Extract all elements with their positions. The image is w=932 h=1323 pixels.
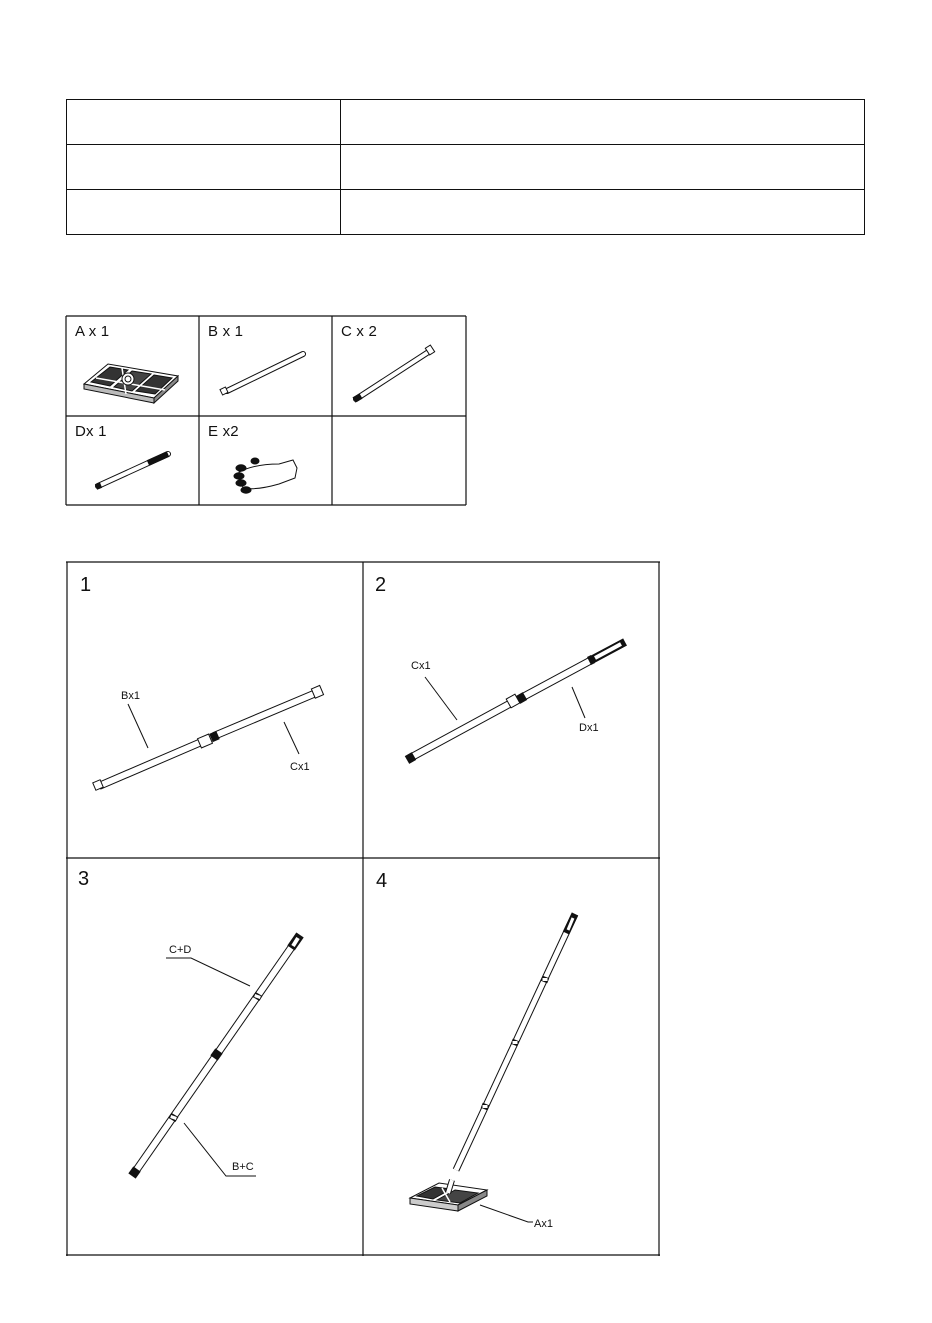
steps-grid — [66, 562, 660, 1256]
callout-label: C+D — [169, 944, 192, 956]
part-cell-b — [199, 316, 332, 416]
step-3-panel — [66, 858, 363, 1255]
spec-cell — [67, 100, 341, 145]
step-number: 3 — [78, 868, 90, 890]
part-label: E x2 — [208, 423, 239, 440]
callout-label: B+C — [232, 1161, 254, 1173]
base-plate-icon — [66, 316, 199, 416]
spec-cell — [67, 190, 341, 235]
step-number: 1 — [80, 574, 92, 596]
spec-table — [66, 99, 865, 235]
pole-section-icon — [199, 316, 332, 416]
parts-grid — [66, 316, 466, 505]
step-4-panel — [363, 858, 660, 1255]
spec-row — [67, 145, 865, 190]
spec-row — [67, 100, 865, 145]
callout-label: Bx1 — [121, 690, 140, 702]
part-cell-empty — [332, 416, 466, 505]
pole-base-assembly-illustration — [363, 858, 660, 1255]
part-cell-c — [332, 316, 466, 416]
part-label: B x 1 — [208, 323, 244, 340]
spec-cell — [341, 100, 865, 145]
spec-cell — [341, 145, 865, 190]
part-label: C x 2 — [341, 323, 378, 340]
pole-top-section-icon — [66, 416, 199, 505]
spec-row — [67, 190, 865, 235]
pole-assembly-illustration — [66, 562, 363, 858]
part-cell-a — [66, 316, 199, 416]
step-number: 2 — [375, 574, 387, 596]
glove-icon — [199, 416, 332, 505]
part-cell-d — [66, 416, 199, 505]
spec-cell — [67, 145, 341, 190]
callout-label: Dx1 — [579, 722, 599, 734]
callout-label: Cx1 — [411, 660, 431, 672]
pole-section-icon — [332, 316, 466, 416]
step-2-panel — [363, 562, 660, 858]
part-label: Dx 1 — [75, 423, 107, 440]
callout-label: Cx1 — [290, 761, 310, 773]
pole-assembly-illustration — [363, 562, 660, 858]
step-number: 4 — [376, 870, 388, 892]
step-1-panel — [66, 562, 363, 858]
part-cell-e — [199, 416, 332, 505]
part-label: A x 1 — [75, 323, 110, 340]
callout-label: Ax1 — [534, 1218, 553, 1230]
pole-assembly-illustration — [66, 858, 363, 1255]
spec-cell — [341, 190, 865, 235]
